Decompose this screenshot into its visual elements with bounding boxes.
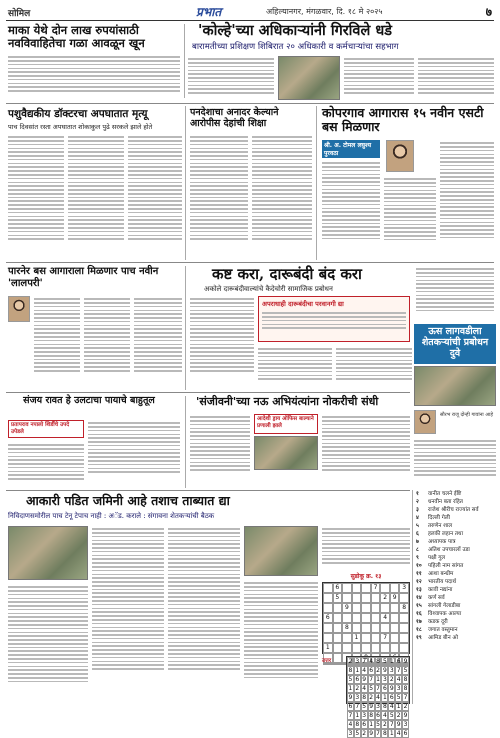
story-8-headline: ऊस लागवडीला शेतकऱ्यांची प्रबोधन दुवे <box>421 326 489 359</box>
newspaper-logo: प्रभात <box>196 5 222 19</box>
story-9-body-col2 <box>88 420 180 486</box>
story-6-body-col3 <box>134 296 182 386</box>
sudoku-answer-cell: 5 <box>376 721 380 728</box>
sudoku-cell: 1 <box>352 633 362 643</box>
sudoku-cell <box>390 583 400 593</box>
story-7-headline: कष्ट करा, दारूबंदी बंद करा <box>212 265 362 283</box>
sudoku-cell <box>399 593 409 603</box>
story-10-body-col2 <box>322 414 410 486</box>
sudoku-cell <box>399 643 409 653</box>
section-name: सोमिल <box>8 9 31 19</box>
sudoku-answer-cell: 8 <box>376 658 380 665</box>
sudoku-answer-cell: 6 <box>376 712 380 719</box>
sudoku-cell: 3 <box>399 583 409 593</box>
story-6-portrait <box>8 296 30 322</box>
sudoku-cell <box>342 643 352 653</box>
sudoku-answer-cell: 6 <box>403 730 408 737</box>
sudoku-cell: 9 <box>390 593 400 603</box>
word-clue-text: जगात वस्तुमान <box>428 627 458 633</box>
story-5-portrait <box>386 140 414 172</box>
sudoku-cell <box>352 603 362 613</box>
sudoku-answer-cell: 2 <box>403 703 408 710</box>
sudoku-answer-cell: 5 <box>355 730 360 737</box>
word-clue-text: भारतीय पदार्थ <box>428 579 457 585</box>
word-clue-text: कर्ण सर्व <box>428 595 445 601</box>
story-5-byline-box: श्री. अ. टोमल लघुश्य पुरवठा <box>322 140 380 158</box>
word-clue-list <box>416 490 498 704</box>
sudoku-answer-cell: 3 <box>403 721 408 728</box>
sudoku-answer-cell: 6 <box>389 694 394 701</box>
story-7-body-col1 <box>190 296 254 388</box>
word-clue-number: ५ <box>416 523 419 529</box>
sudoku-cell <box>323 603 333 613</box>
sudoku-cell <box>352 583 362 593</box>
story-11-body-col1 <box>8 584 88 702</box>
word-clue-text: धनवीन बता रहित <box>428 499 463 505</box>
story-3-body-col2 <box>68 134 124 258</box>
sudoku-answer-cell: 8 <box>355 721 360 728</box>
sudoku-answer-cell: 4 <box>362 685 367 692</box>
sudoku-cell: 7 <box>371 583 381 593</box>
sudoku-cell <box>371 593 381 603</box>
word-clue-text: विश्वापक आल्या <box>428 611 462 617</box>
story-6-body-col2 <box>84 296 130 386</box>
sudoku-cell <box>390 603 400 613</box>
sudoku-answer-cell: 1 <box>389 730 394 737</box>
sudoku-answer-cell: 3 <box>355 658 360 665</box>
story-2-body-col1 <box>188 56 274 100</box>
sudoku-cell <box>342 613 352 623</box>
story-5-body-col2 <box>384 176 436 258</box>
sudoku-cell: 9 <box>342 603 352 613</box>
word-clue <box>416 578 498 586</box>
story-10-body-col1 <box>190 414 250 486</box>
word-clue-number: १ <box>416 491 419 497</box>
sudoku-answer-cell: 9 <box>396 721 401 728</box>
sudoku-answer-cell: 1 <box>376 676 380 683</box>
story-8-portrait <box>414 410 436 434</box>
answer-title: उत्तर <box>322 658 332 664</box>
story-7-body-col4 <box>416 266 494 322</box>
word-clue-number: ४ <box>416 515 419 521</box>
sudoku-cell <box>323 623 333 633</box>
word-clue <box>416 586 498 594</box>
sudoku-cell <box>352 623 362 633</box>
sudoku-cell <box>352 613 362 623</box>
word-clue-text: अध्यापक पात्र <box>428 539 456 545</box>
word-clue <box>416 570 498 578</box>
word-clue <box>416 514 498 522</box>
sudoku-cell <box>342 633 352 643</box>
word-clue <box>416 634 498 642</box>
word-clue-number: ६ <box>416 531 419 537</box>
sudoku-answer-cell: 3 <box>348 730 353 737</box>
column-divider <box>412 490 413 704</box>
sudoku-answer-cell: 9 <box>389 685 394 692</box>
word-clue-number: ९ <box>416 555 419 561</box>
story-3-body-col1 <box>8 134 64 258</box>
story-8-body <box>414 438 496 486</box>
sudoku-cell: 8 <box>342 623 352 633</box>
sudoku-answer-cell: 4 <box>369 658 374 665</box>
story-11-photo-1 <box>8 526 88 580</box>
story-7-body-col2 <box>258 346 332 388</box>
story-10-photo <box>254 436 318 470</box>
sudoku-answer-cell: 7 <box>403 694 408 701</box>
sudoku-cell <box>371 603 381 613</box>
sudoku-answer-cell: 2 <box>369 694 374 701</box>
sudoku-answer-cell: 7 <box>389 721 394 728</box>
word-clue <box>416 530 498 538</box>
story-2-body-col2 <box>344 56 414 100</box>
sudoku-answer-cell: 5 <box>369 685 374 692</box>
sudoku-answer-cell: 4 <box>396 676 401 683</box>
story-4-headline: पनदेशाचा अनादर केल्याने आरोपीस देहांची शिक्षा <box>190 107 279 129</box>
word-clue <box>416 562 498 570</box>
column-divider <box>185 396 186 488</box>
sudoku-cell <box>371 613 381 623</box>
story-8-photo <box>414 366 496 406</box>
word-clue <box>416 594 498 602</box>
sudoku-answer-cell: 9 <box>348 694 353 701</box>
sudoku-cell <box>399 623 409 633</box>
sudoku-answer-cell: 6 <box>369 667 374 674</box>
sudoku-cell: 8 <box>361 653 371 663</box>
word-clue <box>416 610 498 618</box>
word-clue-number: १५ <box>416 603 422 609</box>
sudoku-answer-cell: 2 <box>355 685 360 692</box>
sudoku-answer-cell: 7 <box>376 730 380 737</box>
story-6-headline: पारनेर बस आगाराला मिळणार पाच नवीन 'लालपरी' <box>8 266 159 289</box>
word-clue-number: ७ <box>416 539 419 545</box>
sudoku-answer-cell: 8 <box>369 712 374 719</box>
sudoku-cell <box>380 603 390 613</box>
story-2-subhead: बारामतीच्या प्रशिक्षण शिबिरात २० अधिकारी व कर्मचाऱ्यांचा सहभाग <box>192 42 399 52</box>
sudoku-answer-cell: 9 <box>403 658 408 665</box>
sudoku-cell <box>390 643 400 653</box>
sudoku-cell <box>323 593 333 603</box>
word-clue-number: २ <box>416 499 419 505</box>
sudoku-cell <box>323 583 333 593</box>
sudoku-cell: 6 <box>390 653 400 663</box>
column-divider <box>185 106 186 260</box>
sudoku-cell <box>333 623 343 633</box>
row-divider <box>6 262 494 263</box>
sudoku-answer-cell: 2 <box>362 730 367 737</box>
sudoku-cell <box>342 593 352 603</box>
sudoku-answer-cell: 5 <box>403 667 408 674</box>
word-clue <box>416 546 498 554</box>
sudoku-answer-cell: 1 <box>382 694 387 701</box>
story-5-body-col1 <box>322 160 380 258</box>
sudoku-answer-cell: 4 <box>362 667 367 674</box>
sudoku-answer-cell: 9 <box>403 712 408 719</box>
sudoku-cell: 5 <box>333 593 343 603</box>
story-10-note-box: आदेशी ड्राय ऑफिस बाल्याने प्रणाली झाले <box>254 414 318 434</box>
sudoku-answer-cell: 8 <box>382 703 387 710</box>
word-clue-text: वानीत चलने ईष्टि <box>428 491 462 497</box>
sudoku-cell <box>371 643 381 653</box>
story-9-headline: संजय रावत हे उलटाचा पायाचे बाहुतूल <box>23 395 155 406</box>
sudoku-answer-cell: 7 <box>376 685 380 692</box>
word-clue-text: कडक दूरी <box>428 619 448 625</box>
sudoku-answer-cell: 6 <box>382 685 387 692</box>
sudoku-answer-cell: 5 <box>382 658 387 665</box>
story-1-headline: माका येथे दोन लाख रुपयांसाठी नवविवाहितेचा गळा आवळून खून <box>8 23 145 51</box>
sudoku-cell <box>333 603 343 613</box>
sudoku-cell <box>380 583 390 593</box>
column-divider <box>184 24 185 98</box>
sudoku-cell <box>399 633 409 643</box>
sudoku-answer-cell: 5 <box>396 694 401 701</box>
word-clue-number: १६ <box>416 611 422 617</box>
sudoku-answer-cell: 4 <box>348 721 353 728</box>
sudoku-answer-cell: 7 <box>348 712 353 719</box>
sudoku-cell <box>361 633 371 643</box>
row-divider <box>6 490 410 491</box>
sudoku-answer-cell: 3 <box>389 667 394 674</box>
story-1-body <box>8 54 180 98</box>
sudoku-answer-cell: 8 <box>403 676 408 683</box>
sudoku-cell: 7 <box>380 633 390 643</box>
word-clue <box>416 626 498 634</box>
sudoku-answer-cell: 7 <box>355 703 360 710</box>
sudoku-cell <box>361 623 371 633</box>
word-clue <box>416 538 498 546</box>
sudoku-answer-cell: 8 <box>362 694 367 701</box>
sudoku-cell: 2 <box>380 593 390 603</box>
story-8-headline-box <box>414 324 496 364</box>
sudoku-answer-cell: 2 <box>376 667 380 674</box>
word-clue-text: सांगली गेलाडीबा <box>428 603 461 609</box>
story-11-headline: आकारी पडित जमिनी आहे तशाच ताब्यात द्या <box>26 493 230 508</box>
story-7-boxed-quote <box>258 296 410 342</box>
word-clue <box>416 506 498 514</box>
row-divider <box>6 103 494 104</box>
story-10-headline: 'संजीवनी'च्या नऊ अभियंत्यांना नोकरीची संधी <box>196 395 379 408</box>
story-9-body-col1 <box>8 442 84 486</box>
sudoku-answer-cell: 4 <box>389 703 394 710</box>
sudoku-answer-cell: 7 <box>369 676 374 683</box>
sudoku-answer-cell: 1 <box>355 667 360 674</box>
story-4-body-col1 <box>190 134 248 258</box>
sudoku-answer-cell: 1 <box>348 685 353 692</box>
sudoku-cell <box>361 603 371 613</box>
story-9-note-box: प्रतापराव नपालो शिर्डीचे उपदे उपेडले <box>8 420 84 438</box>
sudoku-cell <box>333 633 343 643</box>
story-7-box-body <box>259 312 409 346</box>
sudoku-answer-cell: 2 <box>396 712 401 719</box>
column-divider <box>316 106 317 260</box>
sudoku-answer-cell: 7 <box>396 667 401 674</box>
sudoku-answer-grid <box>346 656 410 737</box>
story-11-body-col3 <box>168 526 240 702</box>
story-5-headline: कोपरगाव आगारास १५ नवीन एसटी बस मिळणार <box>322 105 484 135</box>
sudoku-cell <box>371 633 381 643</box>
sudoku-answer-cell: 6 <box>348 703 353 710</box>
sudoku-answer-cell: 1 <box>355 712 360 719</box>
sudoku-cell: 4 <box>380 613 390 623</box>
sudoku-cell <box>399 613 409 623</box>
sudoku-cell <box>361 583 371 593</box>
word-clue <box>416 602 498 610</box>
sudoku-answer-cell: 2 <box>348 658 353 665</box>
sudoku-answer-cell: 3 <box>376 703 380 710</box>
sudoku-answer-cell: 2 <box>389 676 394 683</box>
story-3-subhead: पाच दिवसांत रस्ता अपघातात शोकाकुल पुढे सरकले झाले होते <box>8 123 153 131</box>
sudoku-cell <box>380 643 390 653</box>
story-8-label: सौरभ राजू दोन्ही गावांना आहे <box>440 412 494 418</box>
story-11-photo-2 <box>244 526 318 576</box>
word-clue-number: ३ <box>416 507 419 513</box>
sudoku-answer-cell: 9 <box>369 730 374 737</box>
sudoku-answer-cell: 8 <box>382 730 387 737</box>
story-6-body-col1 <box>34 296 80 386</box>
story-7-body-col3 <box>336 346 412 388</box>
word-clue-text: आशा बन्धीम <box>428 571 454 577</box>
sudoku-answer-cell: 4 <box>396 730 401 737</box>
word-clue-text: पहिली नाम सांगत <box>428 563 464 569</box>
column-divider <box>185 266 186 390</box>
sudoku-cell <box>342 583 352 593</box>
sudoku-answer-cell: 3 <box>362 712 367 719</box>
word-clue <box>416 618 498 626</box>
sudoku-answer-cell: 9 <box>382 667 387 674</box>
sudoku-answer-cell: 8 <box>348 667 353 674</box>
sudoku-answer-cell: 9 <box>369 703 374 710</box>
sudoku-cell <box>361 613 371 623</box>
sudoku-answer-cell: 1 <box>396 703 401 710</box>
sudoku-cell <box>371 623 381 633</box>
word-clue-text: दिल्ली गेली <box>428 515 450 521</box>
puzzle-title: सुडोकू क्र. १३ <box>350 573 382 580</box>
word-clue-number: १७ <box>416 619 422 625</box>
word-clue-text: तरुणेन शाल <box>428 523 453 529</box>
sudoku-cell <box>352 593 362 603</box>
word-clue <box>416 522 498 530</box>
sudoku-cell: 8 <box>399 603 409 613</box>
story-3-body-col3 <box>128 134 182 258</box>
story-5-body-col3 <box>440 140 494 258</box>
sudoku-answer-cell: 4 <box>382 712 387 719</box>
header-divider <box>6 20 494 21</box>
word-clue-text: अतिश उपचारलों उडा <box>428 547 470 553</box>
sudoku-cell <box>333 613 343 623</box>
sudoku-answer-cell: 1 <box>389 658 394 665</box>
word-clue-text: कावी नद्यांना <box>428 587 453 593</box>
word-clue-text: राजेश श्रीरीच राज्यांत सर्व <box>428 507 479 513</box>
word-clue-number: १९ <box>416 635 422 641</box>
sudoku-answer-cell: 7 <box>362 658 367 665</box>
word-clue-number: ११ <box>416 571 422 577</box>
sudoku-cell <box>361 643 371 653</box>
word-clue <box>416 554 498 562</box>
sudoku-answer-cell: 5 <box>389 712 394 719</box>
sudoku-answer-cell: 5 <box>362 703 367 710</box>
sudoku-cell: 6 <box>323 613 333 623</box>
word-clue <box>416 498 498 506</box>
sudoku-cell <box>380 623 390 633</box>
word-clue-number: १२ <box>416 579 422 585</box>
sudoku-answer-cell: 8 <box>403 685 408 692</box>
word-clue-number: १८ <box>416 627 422 633</box>
sudoku-answer-cell: 3 <box>382 676 387 683</box>
story-2-headline: 'कोल्हे'च्या अधिकाऱ्यांनी गिरविले धडे <box>198 22 393 39</box>
edition-info: अहिल्यानगर, मंगळवार, दि. १८ मे २०२५ <box>266 7 383 16</box>
story-2-photo <box>278 56 340 100</box>
sudoku-answer-cell: 5 <box>348 676 353 683</box>
word-clue-number: ८ <box>416 547 419 553</box>
story-7-box-title: अपराधाही दारूबंदीचा परवानगी द्या <box>262 300 344 308</box>
sudoku-answer-cell: 2 <box>382 721 387 728</box>
sudoku-answer-cell: 3 <box>396 685 401 692</box>
word-clue-text: आमिड बीन ओ <box>428 635 459 641</box>
story-11-subhead: निविदाणसमोरील पाच टेनू टेपाच नाही : अॅड. कराले : संगावना शेतकऱ्यांची बैठक <box>8 512 215 520</box>
word-clue-number: १४ <box>416 595 422 601</box>
row-divider <box>6 392 410 393</box>
word-clue <box>416 490 498 498</box>
sudoku-answer-cell: 3 <box>355 694 360 701</box>
story-2-body-col3 <box>418 56 494 100</box>
story-4-body-col2 <box>252 134 312 258</box>
sudoku-cell: 6 <box>333 583 343 593</box>
sudoku-answer-cell: 6 <box>396 658 401 665</box>
sudoku-answer-cell: 6 <box>355 676 360 683</box>
sudoku-cell <box>323 633 333 643</box>
word-clue-number: १० <box>416 563 422 569</box>
sudoku-answer-cell: 4 <box>376 694 380 701</box>
word-clue-text: पक्षी गुल <box>428 555 446 561</box>
sudoku-cell <box>333 643 343 653</box>
sudoku-cell <box>361 593 371 603</box>
word-clue-number: १३ <box>416 587 422 593</box>
story-11-body-col5 <box>322 526 410 570</box>
story-7-subhead: अकोले दारूबंदीवाल्यांचे कैदेचोरी सामाजिक प्रबोधन <box>204 285 333 293</box>
story-3-headline: पशुवैद्यकीय डॉक्टरचा अपघातात मृत्यू <box>8 108 148 120</box>
sudoku-cell <box>390 613 400 623</box>
sudoku-cell <box>390 633 400 643</box>
word-clue-text: हलकी लहान तथा <box>428 531 463 537</box>
story-11-body-col2 <box>92 526 164 702</box>
sudoku-cell <box>352 643 362 653</box>
sudoku-cell: 1 <box>323 643 333 653</box>
sudoku-answer-cell: 1 <box>369 721 374 728</box>
story-11-body-col4 <box>244 580 318 702</box>
page-number: ७ <box>485 5 492 19</box>
sudoku-cell <box>390 623 400 633</box>
sudoku-answer-cell: 9 <box>362 676 367 683</box>
sudoku-answer-cell: 6 <box>362 721 367 728</box>
